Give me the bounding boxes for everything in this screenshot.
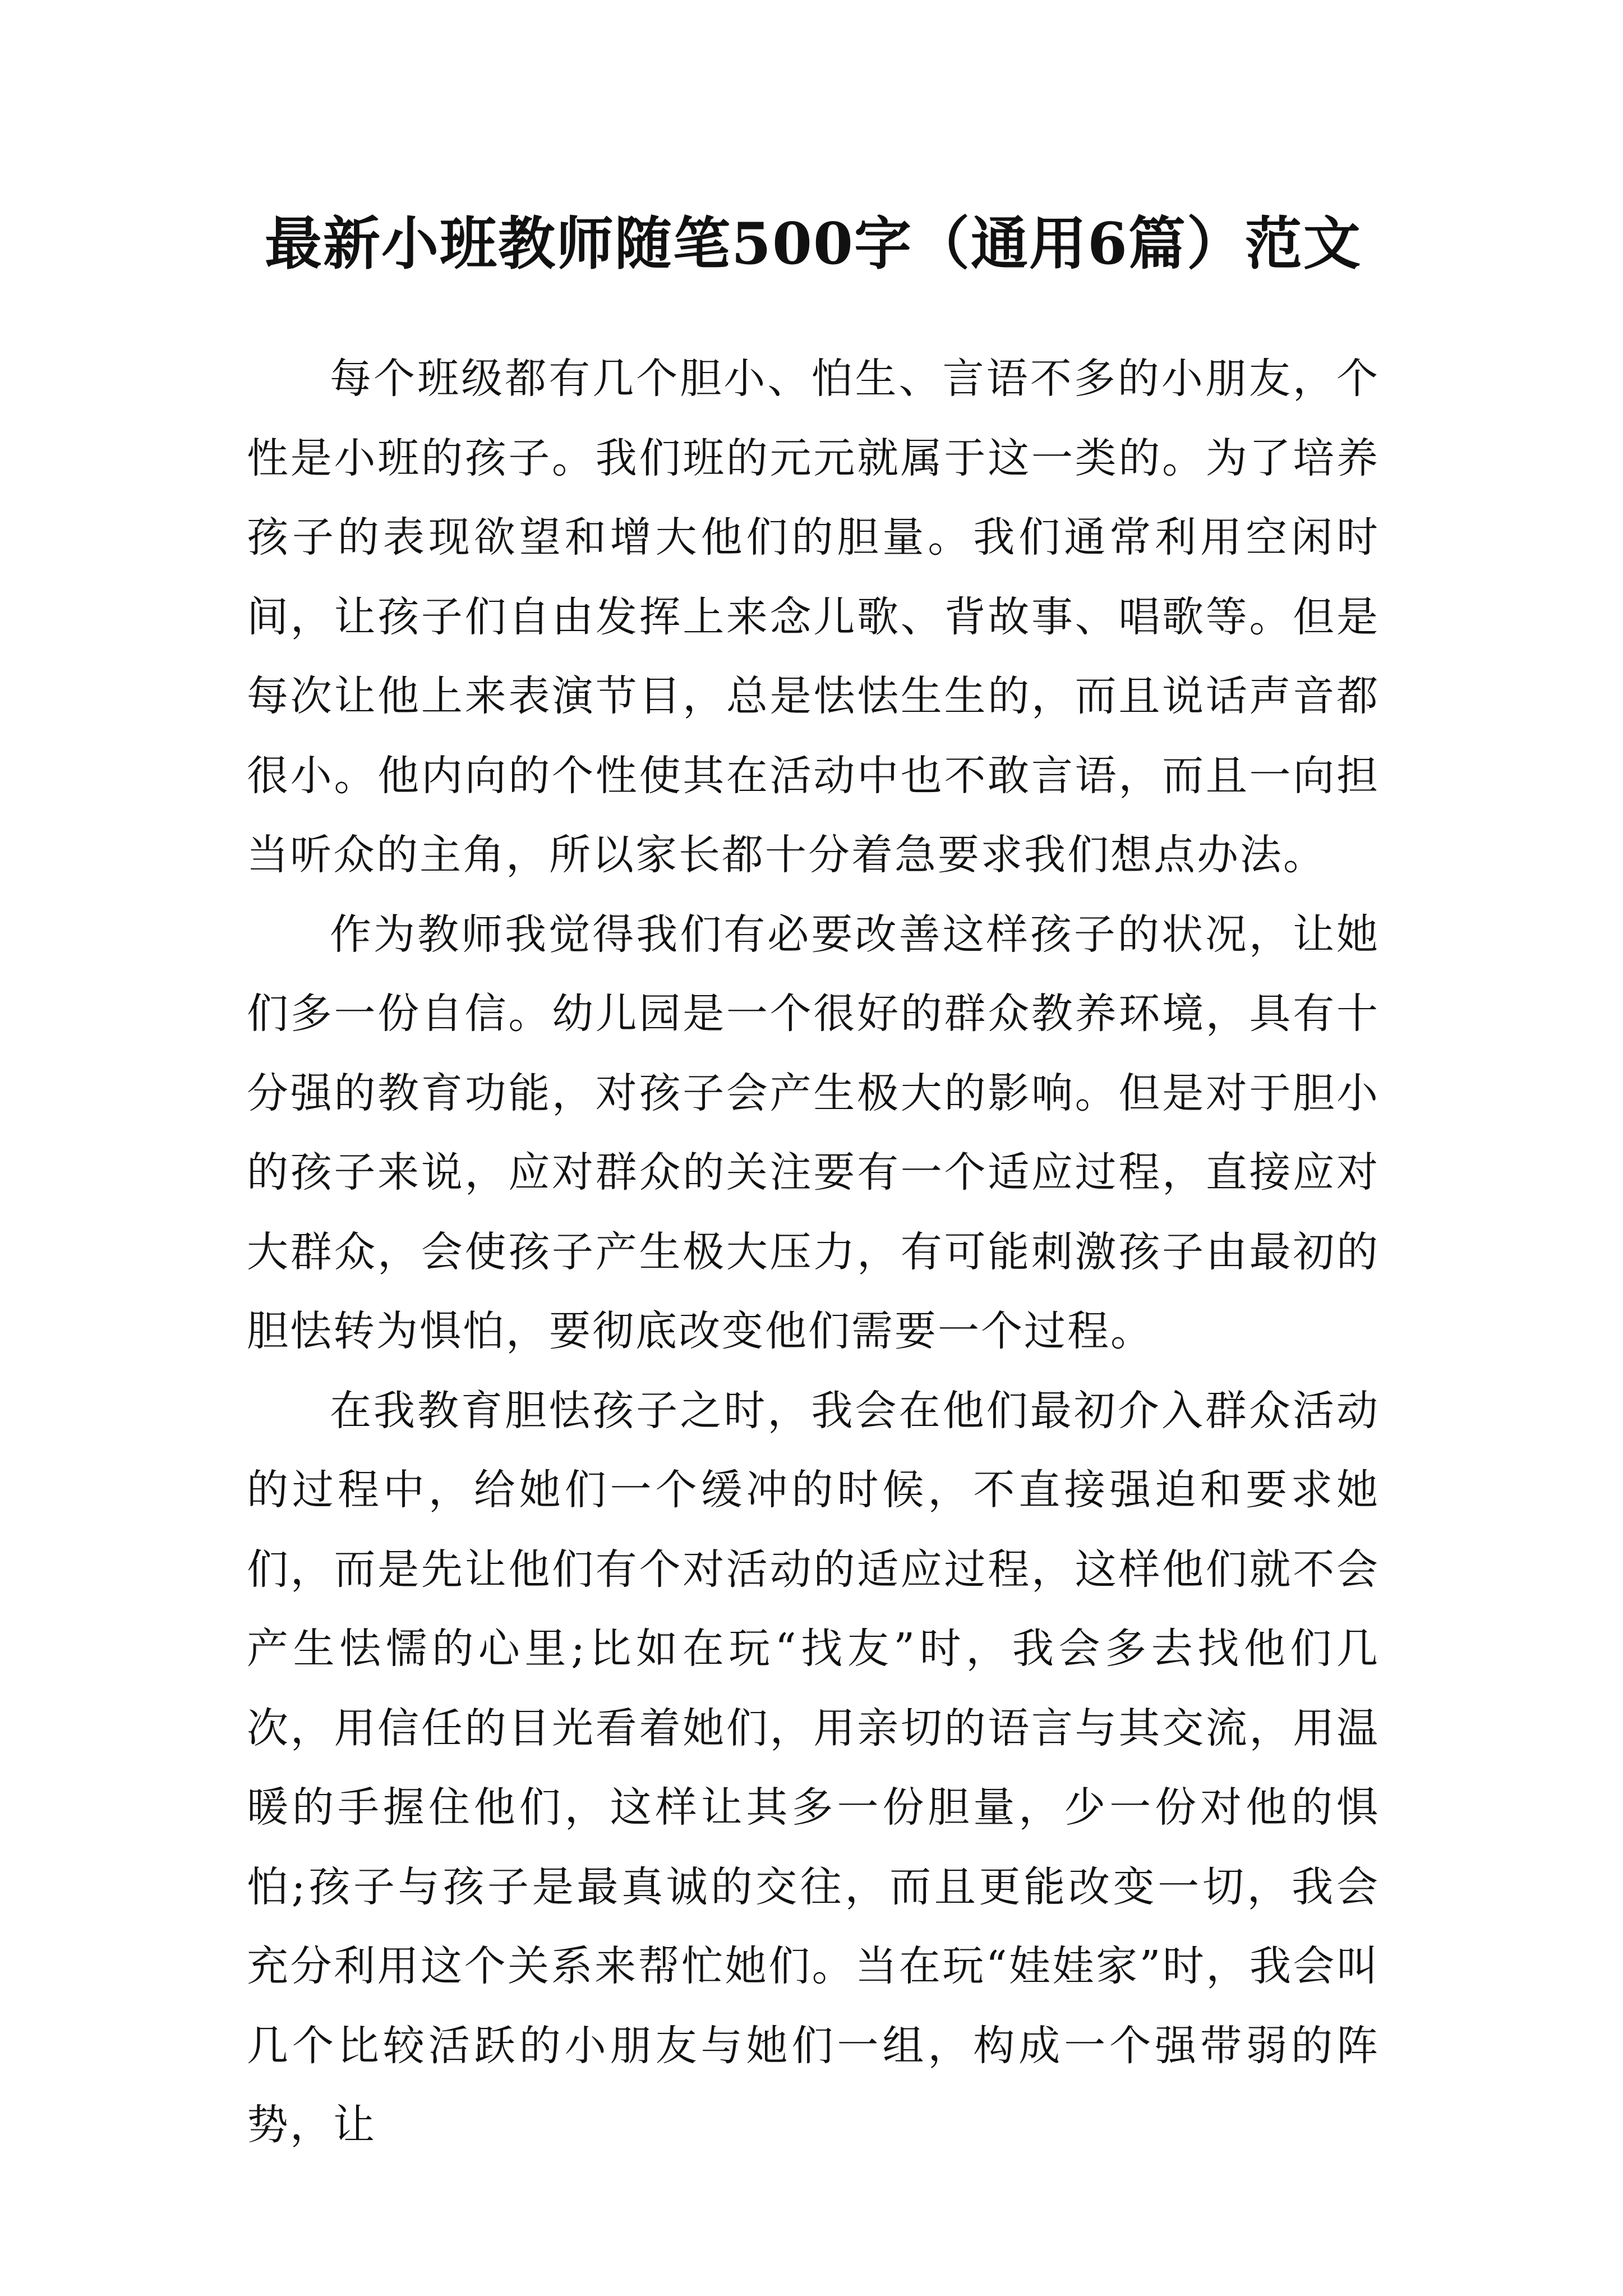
document-title: 最新小班教师随笔500字（通用6篇）范文 [265, 210, 1362, 278]
document-body [247, 339, 1380, 2165]
paragraph: 在我教育胆怯孩子之时，我会在他们最初介入群众活动的过程中，给她们一个缓冲的时候，不直接强迫和要求她们，而是先让他们有个对活动的适应过程，这样他们就不会产生怯懦的心里;比如在玩“找友”时，我会多去找他们几次，用信任的目光看着她们，用亲切的语言与其交流，用温暖的手握住他们，这样让其多一份胆量，少一份对他的惧怕;孩子与孩子是最真诚的交往，而且更能改变一切，我会充分利用这个关系来帮忙她们。当在玩“娃娃家”时，我会叫几个比较活跃的小朋友与她们一组，构成一个强带弱的阵势，让 [247, 1386, 1380, 2149]
paragraph: 每个班级都有几个胆小、怕生、言语不多的小朋友，个性是小班的孩子。我们班的元元就属于这一类的。为了培养孩子的表现欲望和增大他们的胆量。我们通常利用空闲时间，让孩子们自由发挥上来念儿歌、背故事、唱歌等。但是每次让他上来表演节目，总是怯怯生生的，而且说话声音都很小。他内向的个性使其在活动中也不敢言语，而且一向担当听众的主角，所以家长都十分着急要求我们想点办法。 [247, 355, 1380, 879]
paragraph: 作为教师我觉得我们有必要改善这样孩子的状况，让她们多一份自信。幼儿园是一个很好的群众教养环境，具有十分强的教育功能，对孩子会产生极大的影响。但是对于胆小的孩子来说，应对群众的关注要有一个适应过程，直接应对大群众，会使孩子产生极大压力，有可能刺激孩子由最初的胆怯转为惧怕，要彻底改变他们需要一个过程。 [247, 910, 1380, 1355]
